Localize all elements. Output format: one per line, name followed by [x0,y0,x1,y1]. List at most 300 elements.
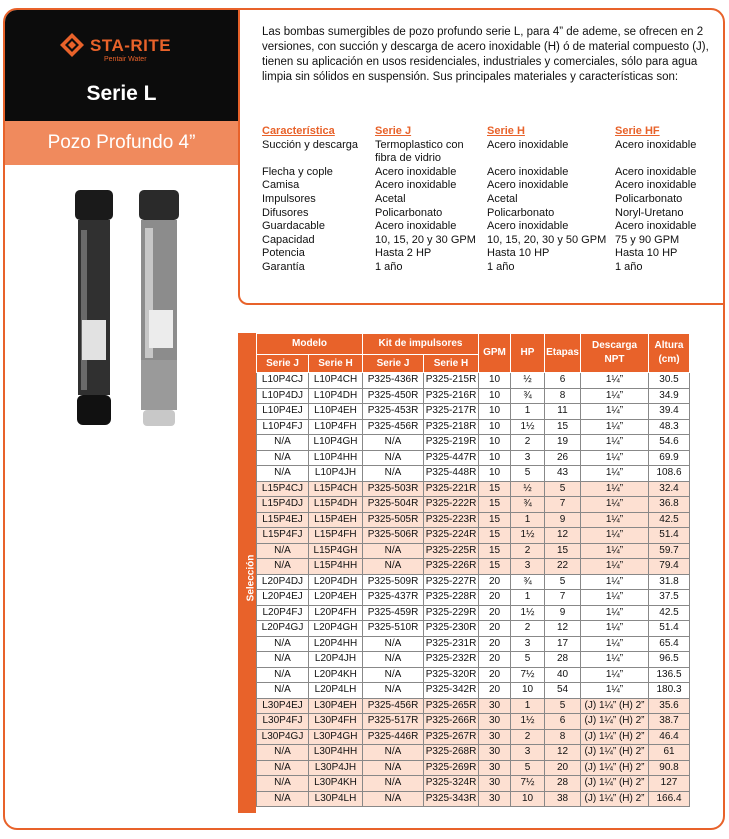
subheader-kit-serie-j: Serie J [363,355,424,373]
table-cell: 35.6 [649,698,690,714]
table-row [257,745,690,761]
table-cell: 1¼” [581,652,649,668]
table-cell: 15 [479,497,511,513]
table-cell: N/A [257,760,309,776]
table-cell: P325-265R [424,698,479,714]
table-cell: 108.6 [649,466,690,482]
table-cell: L20P4KH [309,667,363,683]
table-cell: L10P4CH [309,373,363,389]
table-cell: L20P4EJ [257,590,309,606]
spec-cell: 1 año [375,260,403,273]
table-cell: N/A [257,435,309,451]
table-row [257,698,690,714]
table-cell: 12 [545,621,581,637]
table-cell: L15P4FJ [257,528,309,544]
table-cell: L10P4DH [309,388,363,404]
table-cell: N/A [257,543,309,559]
table-cell: 1¼” [581,373,649,389]
table-cell: ¾ [511,497,545,513]
table-cell: L20P4GH [309,621,363,637]
table-cell: L20P4HH [309,636,363,652]
table-cell: 20 [479,621,511,637]
table-cell: P325-447R [424,450,479,466]
table-row [257,605,690,621]
series-title: Serie L [86,82,157,105]
table-cell: 2 [511,729,545,745]
table-cell: 7½ [511,667,545,683]
table-cell: ¾ [511,388,545,404]
spec-cell: Capacidad [262,233,315,246]
table-cell: L30P4GJ [257,729,309,745]
header-hp: HP [511,334,545,373]
spec-row [262,193,722,207]
table-cell: L15P4CH [309,481,363,497]
table-cell: 5 [545,481,581,497]
table-cell: L15P4GH [309,543,363,559]
table-row [257,667,690,683]
table-cell: L20P4LH [309,683,363,699]
selection-table-body [257,373,690,807]
page-frame [3,8,725,830]
spec-header: Serie HF [615,125,660,137]
table-cell: 17 [545,636,581,652]
header-gpm: GPM [479,334,511,373]
table-cell: P325-267R [424,729,479,745]
table-cell: 3 [511,559,545,575]
table-cell: P325-342R [424,683,479,699]
table-cell: L30P4HH [309,745,363,761]
table-row [257,528,690,544]
spec-row [262,234,722,248]
table-cell: 5 [545,574,581,590]
table-cell: P325-219R [424,435,479,451]
subheader-serie-h: Serie H [309,355,363,373]
table-cell: L10P4EH [309,404,363,420]
table-cell: 20 [479,652,511,668]
table-cell: P325-221R [424,481,479,497]
table-cell: 1¼” [581,481,649,497]
table-cell: 69.9 [649,450,690,466]
table-cell: 59.7 [649,543,690,559]
table-cell: N/A [363,791,424,807]
table-cell: 9 [545,605,581,621]
table-cell: 1¼” [581,636,649,652]
spec-cell: Potencia [262,247,305,260]
spec-cell: Acero inoxidable [615,179,697,192]
subheader-kit-serie-h: Serie H [424,355,479,373]
table-cell: 12 [545,745,581,761]
table-cell: N/A [363,543,424,559]
table-row [257,791,690,807]
table-cell: 3 [511,450,545,466]
spec-row [262,166,722,180]
table-cell: L20P4FJ [257,605,309,621]
table-cell: ½ [511,481,545,497]
table-cell: L30P4FH [309,714,363,730]
table-cell: 28 [545,776,581,792]
table-cell: N/A [257,745,309,761]
table-cell: 10 [479,450,511,466]
spec-cell: Acero inoxidable [375,165,457,178]
sta-rite-logo-icon [59,32,85,58]
spec-row [262,207,722,221]
table-cell: L30P4LH [309,791,363,807]
header-altura: Altura (cm) [649,334,690,373]
table-cell: N/A [257,636,309,652]
table-cell: 30.5 [649,373,690,389]
table-row [257,714,690,730]
table-cell: 30 [479,791,511,807]
table-cell: 6 [545,714,581,730]
spec-cell: Camisa [262,179,300,192]
spec-cell: Acero inoxidable [615,165,697,178]
table-cell: P325-227R [424,574,479,590]
table-cell: 5 [511,652,545,668]
table-cell: L20P4JH [309,652,363,668]
table-cell: P325-223R [424,512,479,528]
spec-row [262,247,722,261]
specs-table [262,125,722,275]
table-cell: L15P4DJ [257,497,309,513]
table-cell: 5 [545,698,581,714]
table-cell: (J) 1¼” (H) 2” [581,714,649,730]
spec-row [262,139,722,153]
table-cell: N/A [363,466,424,482]
table-cell: N/A [363,745,424,761]
table-cell: P325-266R [424,714,479,730]
spec-header: Serie H [487,125,525,137]
table-cell: N/A [257,652,309,668]
table-cell: L20P4GJ [257,621,309,637]
table-cell: L30P4GH [309,729,363,745]
table-cell: P325-228R [424,590,479,606]
pump-product-image [69,190,187,430]
brand-header [5,10,238,121]
spec-cell: Guardacable [262,220,325,233]
table-cell: 22 [545,559,581,575]
table-cell: 37.5 [649,590,690,606]
spec-cell: Acetal [375,192,406,205]
table-cell: P325-510R [363,621,424,637]
spec-cell: 1 año [615,260,643,273]
spec-cell: Acetal [487,192,518,205]
table-cell: 8 [545,729,581,745]
spec-cell: 1 año [487,260,515,273]
table-cell: 10 [479,466,511,482]
subheader-serie-j: Serie J [257,355,309,373]
spec-row [262,220,722,234]
table-cell: 15 [545,419,581,435]
spec-cell: Hasta 10 HP [487,247,550,260]
table-row [257,652,690,668]
table-cell: 79.4 [649,559,690,575]
table-cell: N/A [363,760,424,776]
table-cell: 40 [545,667,581,683]
table-cell: 36.8 [649,497,690,513]
table-cell: P325-226R [424,559,479,575]
spec-cell: Acero inoxidable [615,220,697,233]
table-cell: 1½ [511,605,545,621]
table-cell: 51.4 [649,528,690,544]
table-cell: 2 [511,435,545,451]
table-cell: 30 [479,776,511,792]
spec-cell: Noryl-Uretano [615,206,684,219]
spec-cell: Acero inoxidable [487,220,569,233]
table-cell: 10 [479,435,511,451]
table-cell: L15P4HH [309,559,363,575]
table-cell: (J) 1¼” (H) 2” [581,729,649,745]
spec-cell: fibra de vidrio [375,152,442,165]
table-cell: 90.8 [649,760,690,776]
table-row [257,760,690,776]
spec-cell: 10, 15, 20, 30 y 50 GPM [487,233,607,246]
table-cell: L30P4EH [309,698,363,714]
table-cell: N/A [257,559,309,575]
table-cell: L15P4EJ [257,512,309,528]
table-cell: 34.9 [649,388,690,404]
table-row [257,776,690,792]
specs-header-row [262,125,722,139]
table-cell: 1 [511,404,545,420]
table-cell: 1¼” [581,497,649,513]
table-cell: 54.6 [649,435,690,451]
table-cell: 15 [545,543,581,559]
table-cell: 5 [511,466,545,482]
table-cell: (J) 1¼” (H) 2” [581,791,649,807]
spec-cell: Acero inoxidable [375,220,457,233]
table-cell: 32.4 [649,481,690,497]
table-cell: 20 [545,760,581,776]
table-cell: P325-216R [424,388,479,404]
table-cell: L30P4JH [309,760,363,776]
spec-cell [487,152,615,166]
table-cell: 127 [649,776,690,792]
spec-row [262,261,722,275]
table-cell: P325-517R [363,714,424,730]
spec-cell [615,152,722,166]
table-row [257,636,690,652]
table-cell: L20P4DH [309,574,363,590]
table-cell: 1¼” [581,590,649,606]
table-cell: P325-218R [424,419,479,435]
table-row [257,621,690,637]
table-cell: P325-269R [424,760,479,776]
spec-row [262,179,722,193]
brand-logo [59,32,199,78]
table-cell: P325-456R [363,419,424,435]
spec-cell: 75 y 90 GPM [615,233,680,246]
spec-cell: Difusores [262,206,309,219]
table-cell: 9 [545,512,581,528]
table-cell: P325-222R [424,497,479,513]
table-cell: L10P4FH [309,419,363,435]
table-cell: P325-217R [424,404,479,420]
table-row [257,404,690,420]
header-kit: Kit de impulsores [363,334,479,355]
table-cell: 30 [479,698,511,714]
spec-cell: Acero inoxidable [487,165,569,178]
table-cell: 6 [545,373,581,389]
table-cell: L15P4EH [309,512,363,528]
header-modelo: Modelo [257,334,363,355]
table-cell: N/A [257,667,309,683]
table-cell: L30P4KH [309,776,363,792]
spec-cell: Hasta 2 HP [375,247,432,260]
table-cell: 61 [649,745,690,761]
table-cell: 1 [511,590,545,606]
table-cell: 7 [545,590,581,606]
table-cell: (J) 1¼” (H) 2” [581,745,649,761]
table-cell: 48.3 [649,419,690,435]
table-cell: 26 [545,450,581,466]
table-cell: (J) 1¼” (H) 2” [581,760,649,776]
table-cell: 1¼” [581,466,649,482]
table-cell: 180.3 [649,683,690,699]
table-cell: P325-230R [424,621,479,637]
table-cell: N/A [257,466,309,482]
table-cell: 42.5 [649,605,690,621]
table-cell: N/A [363,667,424,683]
table-cell: N/A [363,636,424,652]
table-cell: 3 [511,636,545,652]
spec-row [262,152,722,166]
table-cell: P325-215R [424,373,479,389]
table-cell: P325-343R [424,791,479,807]
table-cell: 15 [479,559,511,575]
table-cell: L20P4DJ [257,574,309,590]
spec-cell: Termoplastico con [375,138,464,151]
table-cell: 1¼” [581,512,649,528]
table-cell: 10 [511,791,545,807]
table-cell: 1¼” [581,388,649,404]
table-cell: P325-224R [424,528,479,544]
table-cell: N/A [257,450,309,466]
table-cell: 38 [545,791,581,807]
subtitle-band: Pozo Profundo 4” [5,121,238,165]
table-cell: P325-436R [363,373,424,389]
spec-cell: Hasta 10 HP [615,247,678,260]
spec-cell: Acero inoxidable [375,179,457,192]
table-cell: P325-506R [363,528,424,544]
table-cell: P325-453R [363,404,424,420]
table-cell: 54 [545,683,581,699]
table-cell: 7½ [511,776,545,792]
table-cell: 20 [479,590,511,606]
spec-header: Serie J [375,125,412,137]
table-cell: 65.4 [649,636,690,652]
table-cell: 1¼” [581,574,649,590]
table-row [257,590,690,606]
table-cell: 1¼” [581,404,649,420]
table-cell: P325-505R [363,512,424,528]
table-cell: 136.5 [649,667,690,683]
table-cell: P325-320R [424,667,479,683]
table-cell: ½ [511,373,545,389]
table-cell: P325-437R [363,590,424,606]
table-cell: N/A [257,791,309,807]
description-box [238,10,725,305]
spec-cell: 10, 15, 20 y 30 GPM [375,233,476,246]
table-row [257,683,690,699]
spec-cell: Impulsores [262,192,316,205]
table-cell: 1¼” [581,621,649,637]
table-row [257,543,690,559]
table-cell: 1 [511,698,545,714]
table-row [257,574,690,590]
spec-cell: Policarbonato [615,192,683,205]
table-cell: L10P4FJ [257,419,309,435]
table-cell: 15 [479,543,511,559]
table-cell: 15 [479,528,511,544]
table-cell: 7 [545,497,581,513]
table-cell: 1 [511,512,545,528]
spec-cell: Acero inoxidable [487,138,569,151]
table-row [257,559,690,575]
table-cell: 10 [479,388,511,404]
table-cell: 20 [479,605,511,621]
table-cell: 1¼” [581,435,649,451]
table-cell: 20 [479,667,511,683]
table-cell: 2 [511,543,545,559]
table-cell: (J) 1¼” (H) 2” [581,698,649,714]
table-cell: N/A [257,776,309,792]
table-cell: N/A [257,683,309,699]
table-cell: ¾ [511,574,545,590]
table-cell: P325-268R [424,745,479,761]
spec-cell: Policarbonato [375,206,443,219]
table-cell: P325-448R [424,466,479,482]
table-cell: 20 [479,574,511,590]
table-cell: 20 [479,636,511,652]
header-etapas: Etapas [545,334,581,373]
table-cell: 10 [511,683,545,699]
table-cell: 15 [479,512,511,528]
table-cell: 1¼” [581,528,649,544]
table-cell: L15P4FH [309,528,363,544]
table-cell: P325-232R [424,652,479,668]
table-cell: 1½ [511,528,545,544]
table-cell: L10P4JH [309,466,363,482]
table-cell: 5 [511,760,545,776]
table-cell: L10P4HH [309,450,363,466]
table-cell: P325-509R [363,574,424,590]
table-cell: 166.4 [649,791,690,807]
table-cell: 1¼” [581,543,649,559]
table-cell: 3 [511,745,545,761]
table-cell: P325-231R [424,636,479,652]
table-cell: N/A [363,435,424,451]
table-cell: 1¼” [581,683,649,699]
table-cell: 38.7 [649,714,690,730]
spec-cell: Flecha y cople [262,165,333,178]
table-cell: 46.4 [649,729,690,745]
brand-name: STA-RITE [90,36,172,55]
table-cell: 28 [545,652,581,668]
table-cell: P325-450R [363,388,424,404]
table-cell: P325-225R [424,543,479,559]
table-cell: N/A [363,559,424,575]
selection-side-label: Selección [245,554,257,602]
table-cell: P325-503R [363,481,424,497]
table-cell: 19 [545,435,581,451]
selection-table [256,333,690,807]
table-cell: L20P4FH [309,605,363,621]
spec-cell: Acero inoxidable [487,179,569,192]
table-row [257,512,690,528]
table-cell: 20 [479,683,511,699]
table-cell: 10 [479,404,511,420]
table-cell: P325-504R [363,497,424,513]
